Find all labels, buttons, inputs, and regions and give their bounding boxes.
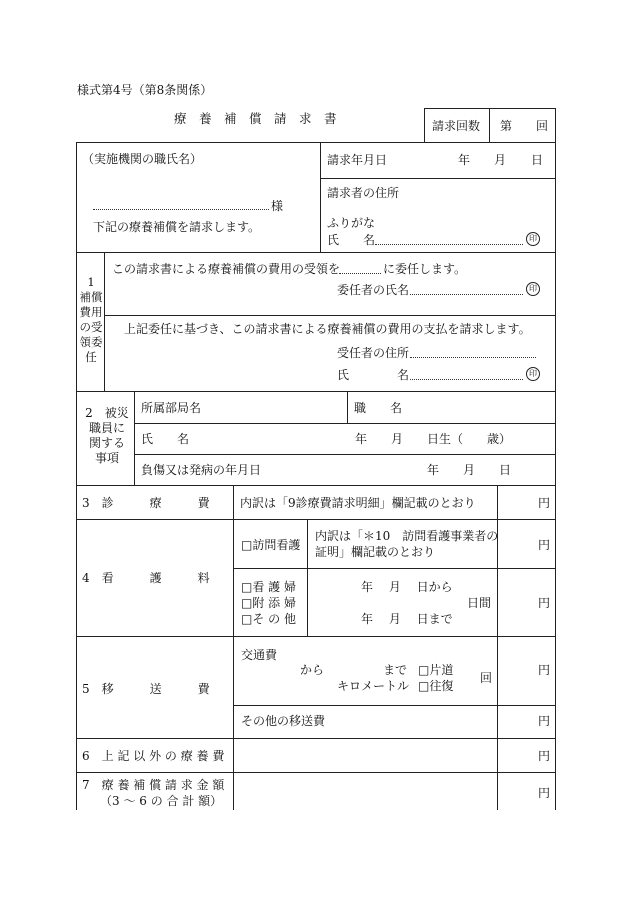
claimant-name-field[interactable] xyxy=(375,244,523,245)
injury-date-label: 負傷又は発病の年月日 xyxy=(141,463,262,477)
visit-nursing-detail-1: 内訳は「＊10 訪問看護事業者の xyxy=(315,529,499,543)
delegate-text-post: に委任します。 xyxy=(383,262,467,276)
claim-date-day: 日 xyxy=(531,153,544,167)
delegatee-address-field[interactable] xyxy=(410,357,536,358)
section2-label: 2 被災 職員に 関する 事項 xyxy=(85,406,129,465)
section4-label: 4 看 護 料 xyxy=(82,571,210,585)
furigana-label: ふりがな xyxy=(327,216,376,230)
nursing-period-to: 年 月 日まで xyxy=(361,612,453,626)
times-label: 回 xyxy=(480,671,493,685)
unit-yen: 円 xyxy=(538,496,551,510)
unit-yen: 円 xyxy=(538,538,551,552)
post-label: 職 名 xyxy=(354,401,403,415)
claimant-address-label: 請求者の住所 xyxy=(327,186,400,200)
dept-label: 所属部局名 xyxy=(141,401,202,415)
agency-head-label: （実施機関の職氏名） xyxy=(82,152,203,166)
section7-sublabel: （3 〜 6 の 合 計 額） xyxy=(100,794,223,808)
seal-icon: 印 xyxy=(526,367,540,381)
other-transport-label: その他の移送費 xyxy=(241,714,326,728)
birth-date-label: 年 月 日生（ 歳） xyxy=(355,432,512,446)
other-checkbox[interactable]: □そ の 他 xyxy=(241,612,296,626)
claim-date-month: 月 xyxy=(494,153,507,167)
kilometer-label: キロメートル xyxy=(337,679,410,693)
visit-nursing-detail-2: 証明」欄記載のとおり xyxy=(315,545,436,559)
seal-icon: 印 xyxy=(526,282,540,296)
delegatee-address-label: 受任者の住所 xyxy=(337,346,410,360)
delegator-name-field[interactable] xyxy=(410,294,523,295)
injury-date-value: 年 月 日 xyxy=(427,463,512,477)
payment-request-text: 上記委任に基づき、この請求書による療養補償の費用の支払を請求します。 xyxy=(124,322,531,336)
attendant-checkbox[interactable]: □附 添 婦 xyxy=(241,596,296,610)
claim-count-label: 請求回数 xyxy=(432,119,481,133)
transport-fee-label: 交通費 xyxy=(241,648,278,662)
nurse-checkbox[interactable]: □看 護 婦 xyxy=(241,580,296,594)
section3-label: 3 診 療 費 xyxy=(82,496,210,510)
claim-count-prefix: 第 xyxy=(500,119,513,133)
seal-icon: 印 xyxy=(526,232,540,246)
delegatee-name-field[interactable] xyxy=(410,379,523,380)
delegator-name-label: 委任者の氏名 xyxy=(337,283,410,297)
transport-to: まで xyxy=(383,663,408,677)
section1-label: 1 補償 費用 の受 領委 任 xyxy=(79,275,103,364)
unit-yen: 円 xyxy=(538,714,551,728)
unit-yen: 円 xyxy=(538,749,551,763)
nursing-days: 日間 xyxy=(467,596,492,610)
claim-count-suffix: 回 xyxy=(536,119,549,133)
round-trip-checkbox[interactable]: □往復 xyxy=(418,679,454,693)
nursing-period-from: 年 月 日から xyxy=(361,580,453,594)
unit-yen: 円 xyxy=(538,663,551,677)
delegatee-name-label: 氏 名 xyxy=(337,368,410,382)
claim-date-label: 請求年月日 xyxy=(327,153,388,167)
one-way-checkbox[interactable]: □片道 xyxy=(418,663,454,677)
section7-label: 7 療 養 補 償 請 求 金 額 xyxy=(82,778,225,792)
victim-name-label: 氏 名 xyxy=(141,432,190,446)
transport-from: から xyxy=(300,663,325,677)
visit-nursing-checkbox[interactable]: □訪問看護 xyxy=(241,538,301,552)
unit-yen: 円 xyxy=(538,596,551,610)
unit-yen: 円 xyxy=(538,786,551,800)
delegatee-field[interactable] xyxy=(339,273,381,274)
honorific: 様 xyxy=(271,199,284,213)
form-title: 療 養 補 償 請 求 書 xyxy=(174,111,337,126)
medical-fee-detail: 内訳は「9診療費請求明細」欄記載のとおり xyxy=(240,496,476,510)
section6-label: 6 上 記 以 外 の 療 養 費 xyxy=(82,749,225,763)
claim-date-year: 年 xyxy=(458,153,471,167)
request-text: 下記の療養補償を請求します。 xyxy=(93,220,261,234)
agency-head-field[interactable] xyxy=(93,209,269,210)
section5-label: 5 移 送 費 xyxy=(82,682,210,696)
form-number: 様式第4号（第8条関係） xyxy=(77,83,213,97)
delegate-text-pre: この請求書による療養補償の費用の受領を xyxy=(112,262,341,276)
claimant-name-label: 氏 名 xyxy=(327,233,376,247)
